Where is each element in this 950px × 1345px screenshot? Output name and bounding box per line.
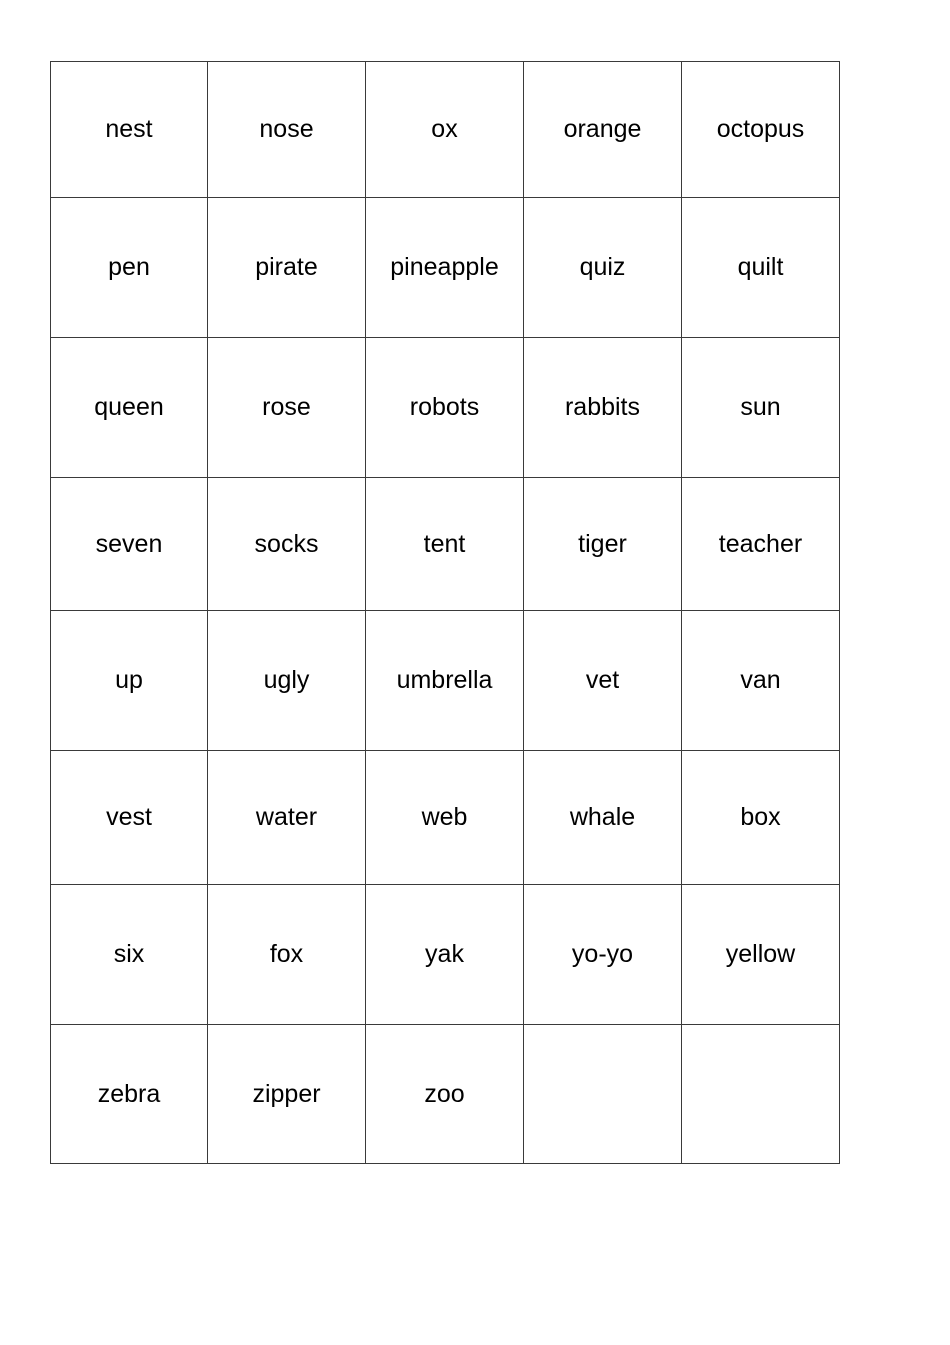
word-card: rose: [208, 338, 366, 478]
word-card: ox: [366, 62, 524, 198]
word-card: pineapple: [366, 198, 524, 338]
word-card: pen: [51, 198, 208, 338]
word-card: seven: [51, 478, 208, 611]
word-card: tiger: [524, 478, 682, 611]
word-card: van: [682, 611, 840, 751]
word-card: box: [682, 751, 840, 885]
word-card: web: [366, 751, 524, 885]
word-card: teacher: [682, 478, 840, 611]
word-row: [51, 611, 840, 751]
word-card: quilt: [682, 198, 840, 338]
word-card-grid-body: [51, 62, 840, 1164]
empty-word-card: [524, 1025, 682, 1164]
word-row: [51, 1025, 840, 1164]
word-card: water: [208, 751, 366, 885]
word-card: octopus: [682, 62, 840, 198]
word-card: zoo: [366, 1025, 524, 1164]
word-card: queen: [51, 338, 208, 478]
word-card-grid: [50, 61, 840, 1164]
word-card: sun: [682, 338, 840, 478]
word-row: [51, 198, 840, 338]
word-card: quiz: [524, 198, 682, 338]
word-card: yo-yo: [524, 885, 682, 1025]
word-card: tent: [366, 478, 524, 611]
word-card: yellow: [682, 885, 840, 1025]
word-card: ugly: [208, 611, 366, 751]
word-card: six: [51, 885, 208, 1025]
word-card: yak: [366, 885, 524, 1025]
word-card: robots: [366, 338, 524, 478]
word-card: socks: [208, 478, 366, 611]
word-card: rabbits: [524, 338, 682, 478]
word-card: umbrella: [366, 611, 524, 751]
word-row: [51, 751, 840, 885]
word-row: [51, 478, 840, 611]
word-card: whale: [524, 751, 682, 885]
word-card: nose: [208, 62, 366, 198]
word-card: zipper: [208, 1025, 366, 1164]
word-card: vet: [524, 611, 682, 751]
empty-word-card: [682, 1025, 840, 1164]
word-card: vest: [51, 751, 208, 885]
word-card: up: [51, 611, 208, 751]
word-card: nest: [51, 62, 208, 198]
word-card: fox: [208, 885, 366, 1025]
word-row: [51, 885, 840, 1025]
word-row: [51, 338, 840, 478]
word-row: [51, 62, 840, 198]
word-card: orange: [524, 62, 682, 198]
word-card: pirate: [208, 198, 366, 338]
word-card: zebra: [51, 1025, 208, 1164]
